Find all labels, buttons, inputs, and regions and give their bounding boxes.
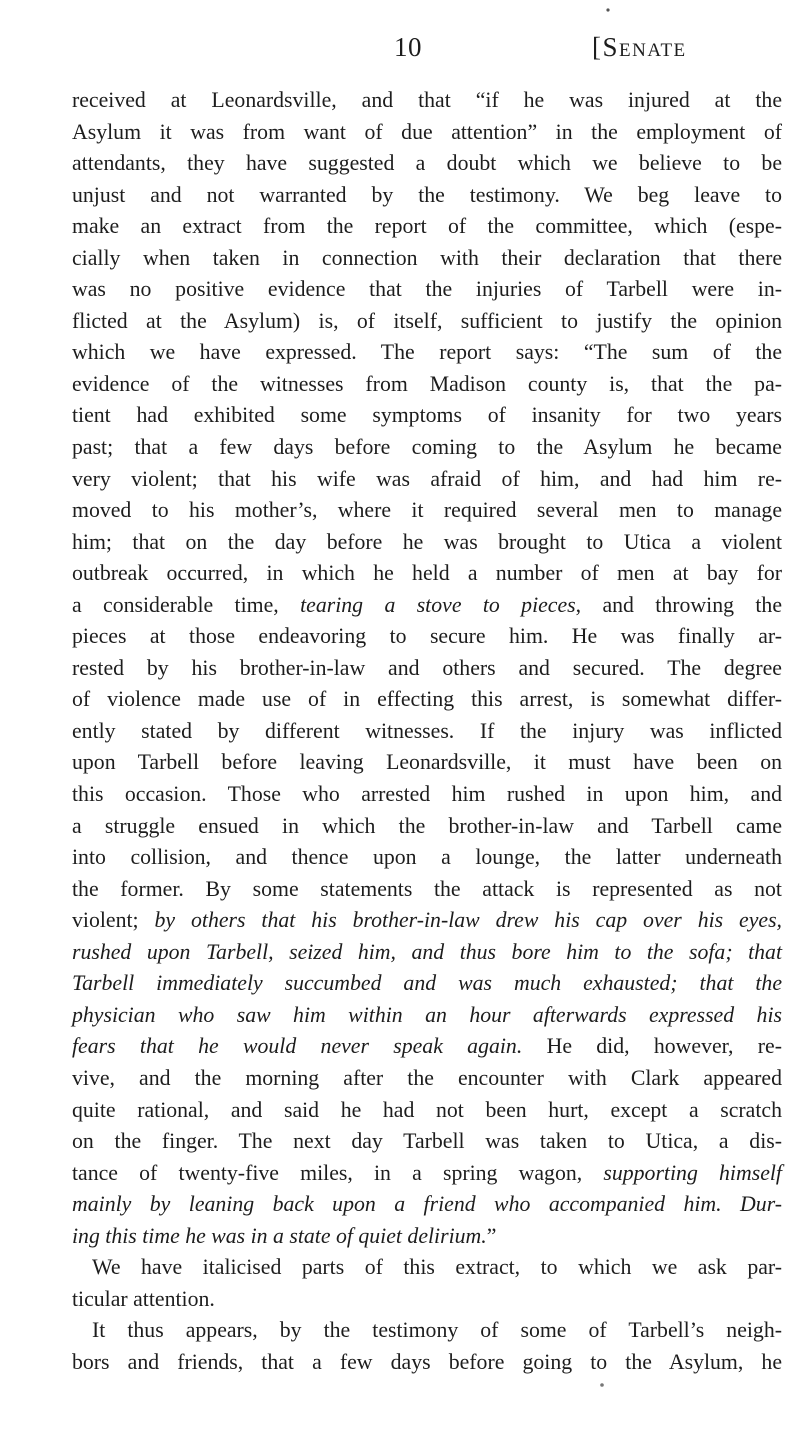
text-segment: cially when taken in connection with their declaration that there bbox=[72, 245, 782, 270]
text-line bbox=[72, 369, 782, 401]
text-segment: vive, and the morning after the encounter with Clark appeared bbox=[72, 1065, 782, 1090]
text-line bbox=[72, 180, 782, 212]
text-line bbox=[72, 527, 782, 559]
text-segment: We have italicised parts of this extract, to which we ask par- bbox=[92, 1255, 782, 1280]
text-line bbox=[72, 243, 782, 275]
running-head: [Senate bbox=[592, 32, 687, 62]
text-segment: unjust and not warranted by the testimony. We beg leave to bbox=[72, 182, 782, 207]
text-line bbox=[72, 1000, 782, 1032]
text-segment: tient had exhibited some symptoms of insanity for two years bbox=[72, 403, 782, 428]
text-line bbox=[72, 968, 782, 1000]
text-segment: make an extract from the report of the committee, which (espe- bbox=[72, 214, 782, 239]
text-segment: a considerable time, bbox=[72, 592, 301, 617]
text-segment: , and throwing the bbox=[575, 592, 782, 617]
text-line bbox=[72, 842, 782, 874]
text-line bbox=[72, 1315, 782, 1347]
text-line bbox=[72, 653, 782, 685]
text-segment: bors and friends, that a few days before going to the Asylum, he bbox=[72, 1349, 782, 1374]
text-segment: pieces at those endeavoring to secure him. He was finally ar- bbox=[72, 624, 782, 649]
text-segment: him; that on the day before he was brought to Utica a violent bbox=[72, 529, 782, 554]
page-number: 10 bbox=[394, 32, 422, 62]
text-segment: into collision, and thence upon a lounge, the latter underneath bbox=[72, 845, 782, 870]
text-segment: the former. By some statements the attack is represented as not bbox=[72, 876, 782, 901]
ink-speck bbox=[600, 1383, 604, 1387]
text-line bbox=[72, 1252, 782, 1284]
italic-text: Tarbell immediately succumbed and was much exhausted; that the bbox=[72, 971, 782, 996]
text-segment: of violence made use of in effecting this arrest, is somewhat differ- bbox=[72, 687, 782, 712]
italic-text: by others that his brother-in-law drew his cap over his eyes, bbox=[154, 908, 783, 933]
text-line bbox=[72, 1284, 782, 1316]
text-line bbox=[72, 779, 782, 811]
page-header bbox=[0, 32, 800, 72]
text-line bbox=[72, 1095, 782, 1127]
text-segment: evidence of the witnesses from Madison county is, that the pa- bbox=[72, 371, 782, 396]
text-segment: very violent; that his wife was afraid of him, and had him re- bbox=[72, 466, 782, 491]
text-line bbox=[72, 148, 782, 180]
italic-text: mainly by leaning back upon a friend who accompanied him. Dur- bbox=[72, 1192, 782, 1217]
text-line bbox=[72, 716, 782, 748]
text-segment: attendants, they have suggested a doubt which we believe to be bbox=[72, 151, 782, 176]
text-line bbox=[72, 274, 782, 306]
text-line bbox=[72, 400, 782, 432]
text-segment: Asylum it was from want of due attention” in the employment of bbox=[72, 119, 782, 144]
text-segment: this occasion. Those who arrested him rushed in upon him, and bbox=[72, 782, 782, 807]
italic-text: supporting himself bbox=[603, 1160, 782, 1185]
text-line bbox=[72, 1221, 782, 1253]
text-line bbox=[72, 558, 782, 590]
text-line bbox=[72, 747, 782, 779]
text-segment: past; that a few days before coming to the Asylum he became bbox=[72, 435, 782, 460]
text-segment: which we have expressed. The report says: “The sum of the bbox=[72, 340, 782, 365]
text-line bbox=[72, 117, 782, 149]
text-segment: He did, however, re- bbox=[522, 1034, 782, 1059]
text-line bbox=[72, 905, 782, 937]
italic-text: physician who saw him within an hour afterwards expressed his bbox=[72, 1002, 782, 1027]
text-segment: rested by his brother-in-law and others and secured. The degree bbox=[72, 655, 782, 680]
text-line bbox=[72, 495, 782, 527]
text-segment: quite rational, and said he had not been hurt, except a scratch bbox=[72, 1097, 782, 1122]
text-segment: tance of twenty-five miles, in a spring wagon, bbox=[72, 1160, 604, 1185]
italic-text: ing this time he was in a state of quiet delirium. bbox=[72, 1223, 487, 1248]
ink-speck bbox=[606, 8, 609, 11]
text-line bbox=[72, 1347, 782, 1379]
text-segment: flicted at the Asylum) is, of itself, sufficient to justify the opinion bbox=[72, 308, 782, 333]
text-line bbox=[72, 874, 782, 906]
text-segment: was no positive evidence that the injuries of Tarbell were in- bbox=[72, 277, 782, 302]
text-line bbox=[72, 85, 782, 117]
text-line bbox=[72, 684, 782, 716]
italic-text: rushed upon Tarbell, seized him, and thus bore him to the sofa; that bbox=[72, 939, 782, 964]
text-segment: ently stated by different witnesses. If the injury was inflicted bbox=[72, 718, 782, 743]
italic-text: tearing a stove to pieces bbox=[300, 592, 576, 617]
italic-text: fears that he would never speak again. bbox=[72, 1034, 523, 1059]
text-line bbox=[72, 306, 782, 338]
text-line bbox=[72, 621, 782, 653]
text-line bbox=[72, 811, 782, 843]
text-line bbox=[72, 937, 782, 969]
text-segment: ” bbox=[486, 1223, 497, 1248]
text-line bbox=[72, 337, 782, 369]
text-line bbox=[72, 1189, 782, 1221]
text-line bbox=[72, 1031, 782, 1063]
body-text bbox=[72, 85, 782, 1378]
text-segment: received at Leonardsville, and that “if he was injured at the bbox=[72, 88, 782, 112]
text-line bbox=[72, 464, 782, 496]
text-segment: It thus appears, by the testimony of some of Tarbell’s neigh- bbox=[92, 1318, 782, 1343]
text-segment: on the finger. The next day Tarbell was taken to Utica, a dis- bbox=[72, 1129, 782, 1154]
text-line bbox=[72, 432, 782, 464]
text-line bbox=[72, 1126, 782, 1158]
text-segment: moved to his mother’s, where it required several men to manage bbox=[72, 498, 782, 523]
text-segment: ticular attention. bbox=[72, 1286, 215, 1311]
text-segment: violent; bbox=[72, 908, 155, 933]
text-line bbox=[72, 211, 782, 243]
text-segment: upon Tarbell before leaving Leonardsville, it must have been on bbox=[72, 750, 782, 775]
text-line bbox=[72, 590, 782, 622]
text-segment: a struggle ensued in which the brother-in-law and Tarbell came bbox=[72, 813, 782, 838]
text-line bbox=[72, 1158, 782, 1190]
text-segment: outbreak occurred, in which he held a number of men at bay for bbox=[72, 561, 782, 586]
text-line bbox=[72, 1063, 782, 1095]
